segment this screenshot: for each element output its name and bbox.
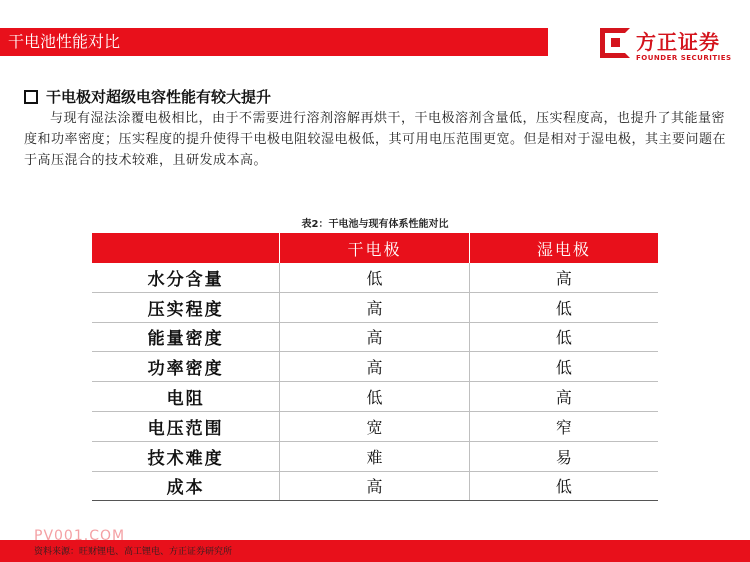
table-row	[92, 471, 658, 501]
dry-value-cell: 高	[280, 471, 469, 501]
page-title: 干电池性能对比	[8, 32, 121, 51]
table-row	[92, 352, 658, 382]
wet-value-cell: 高	[469, 382, 658, 412]
logo-mark-icon	[600, 28, 630, 58]
table-header-row	[92, 233, 658, 263]
table-row	[92, 411, 658, 441]
metric-cell: 水分含量	[92, 263, 280, 292]
wet-value-cell: 低	[469, 292, 658, 322]
table-row	[92, 292, 658, 322]
metric-cell: 电阻	[92, 382, 280, 412]
body-paragraph: 与现有湿法涂覆电极相比，由于不需要进行溶剂溶解再烘干，干电极溶剂含量低，压实程度高，也提升了其能量密度和功率密度；压实程度的提升使得干电极电阻较湿电极低，其可用电压范围更宽。但是相对于湿电极，其主要问题在于高压混合的技术较难，且研发成本高。	[24, 111, 727, 168]
source-note: 资料来源：旺财锂电、高工锂电、方正证券研究所	[34, 547, 233, 557]
metric-cell: 电压范围	[92, 411, 280, 441]
bullet-square-icon	[24, 90, 38, 104]
founder-securities-logo	[600, 26, 742, 66]
logo-name-en: FOUNDER SECURITIES	[636, 54, 732, 62]
dry-value-cell: 低	[280, 263, 469, 292]
section-heading-text: 干电极对超级电容性能有较大提升	[46, 88, 272, 106]
wet-value-cell: 高	[469, 263, 658, 292]
wet-value-cell: 低	[469, 471, 658, 501]
dry-value-cell: 难	[280, 441, 469, 471]
section-heading	[24, 86, 271, 107]
dry-value-cell: 高	[280, 292, 469, 322]
metric-cell: 压实程度	[92, 292, 280, 322]
metric-cell: 技术难度	[92, 441, 280, 471]
dry-value-cell: 高	[280, 352, 469, 382]
dry-value-cell: 低	[280, 382, 469, 412]
wet-value-cell: 低	[469, 352, 658, 382]
table-row	[92, 382, 658, 412]
header-cell-metric	[92, 233, 280, 263]
watermark: PV001.COM	[34, 528, 126, 544]
metric-cell: 功率密度	[92, 352, 280, 382]
wet-value-cell: 低	[469, 322, 658, 352]
table-row	[92, 263, 658, 292]
wet-value-cell: 易	[469, 441, 658, 471]
header-cell-dry-electrode: 干电极	[280, 233, 469, 263]
dry-value-cell: 高	[280, 322, 469, 352]
table-row	[92, 441, 658, 471]
metric-cell: 能量密度	[92, 322, 280, 352]
comparison-table	[92, 233, 658, 501]
dry-value-cell: 宽	[280, 411, 469, 441]
logo-name-cn: 方正证券	[636, 30, 720, 54]
table-caption: 表2：干电池与现有体系性能对比	[301, 219, 449, 230]
header-cell-wet-electrode: 湿电极	[469, 233, 658, 263]
table-row	[92, 322, 658, 352]
wet-value-cell: 窄	[469, 411, 658, 441]
metric-cell: 成本	[92, 471, 280, 501]
